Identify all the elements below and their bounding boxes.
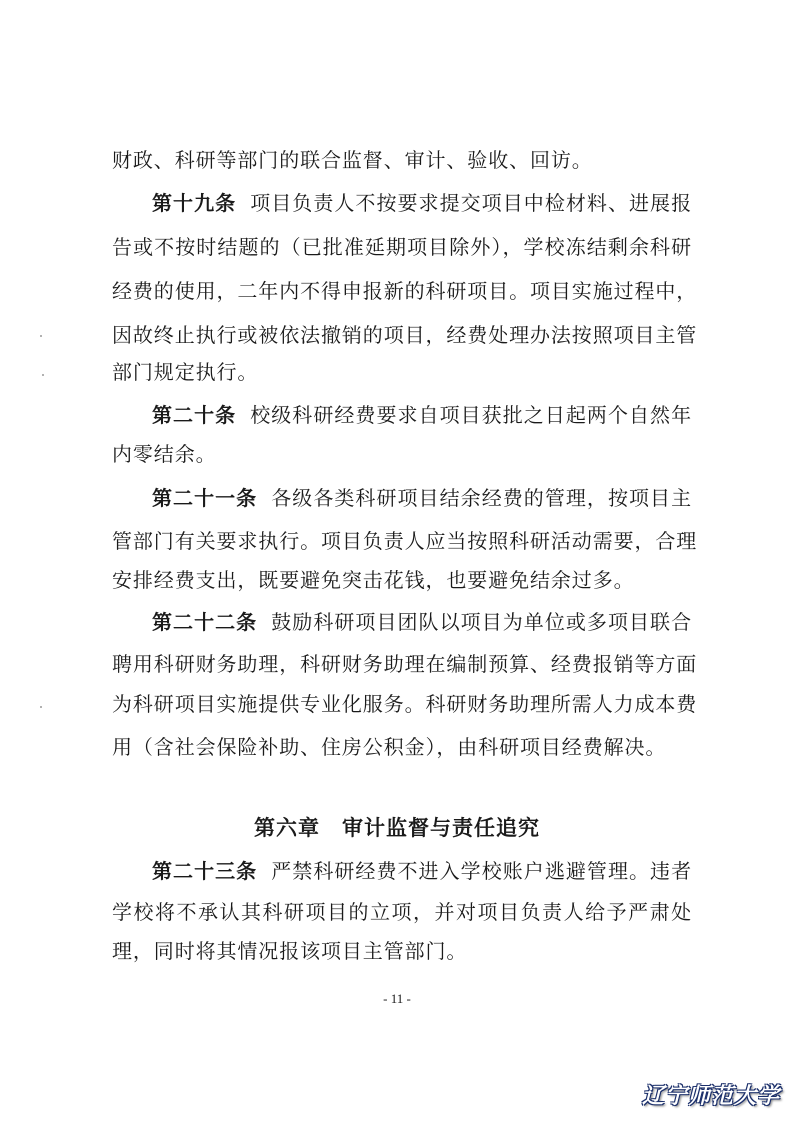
article-22-text: 鼓励科研项目团队以项目为单位或多项目联合 (271, 610, 693, 634)
article-19-label: 第十九条 (152, 191, 237, 215)
article-20-label: 第二十条 (152, 403, 237, 427)
scan-speck (42, 374, 44, 376)
paragraph-line: 告或不按时结题的（已批准延期项目除外），学校冻结剩余科研 (112, 235, 692, 259)
article-20-text: 校级科研经费要求自项目获批之日起两个自然年 (250, 403, 692, 427)
paragraph-line: 经费的使用，二年内不得申报新的科研项目。项目实施过程中， (112, 279, 698, 303)
paragraph-line: 用（含社会保险补助、住房公积金），由科研项目经费解决。 (112, 735, 667, 759)
chapter-number: 第六章 (254, 816, 320, 840)
article-21-first-line (152, 484, 692, 512)
article-22-label: 第二十二条 (152, 610, 258, 634)
paragraph-line: 因故终止执行或被依法撤销的项目，经费处理办法按照项目主管 (112, 323, 698, 347)
scan-speck (40, 706, 42, 708)
paragraph-line: 为科研项目实施提供专业化服务。科研财务助理所需人力成本费 (112, 692, 698, 716)
article-23-label: 第二十三条 (152, 859, 258, 883)
chapter-title: 审计监督与责任追究 (342, 816, 540, 840)
paragraph-line: 聘用科研财务助理，科研财务助理在编制预算、经费报销等方面 (112, 652, 698, 676)
article-19-first-line (152, 189, 692, 217)
scan-speck (40, 335, 42, 337)
article-20-first-line (152, 401, 692, 429)
paragraph-line: 理，同时将其情况报该项目主管部门。 (112, 939, 468, 963)
article-22-first-line (152, 608, 692, 636)
paragraph-line: 内零结余。 (112, 442, 217, 466)
paragraph-line: 学校将不承认其科研项目的立项，并对项目负责人给予严肃处 (112, 900, 692, 924)
article-21-label: 第二十一条 (152, 486, 258, 510)
article-23-text: 严禁科研经费不进入学校账户逃避管理。违者 (271, 859, 693, 883)
university-watermark: 辽宁师范大学 (641, 1084, 780, 1109)
paragraph-line: 安排经费支出，既要避免突击花钱，也要避免结余过多。 (112, 568, 635, 592)
article-23-first-line (152, 857, 692, 885)
article-19-text: 项目负责人不按要求提交项目中检材料、进展报 (250, 191, 692, 215)
paragraph-line: 管部门有关要求执行。项目负责人应当按照科研活动需要，合理 (112, 529, 698, 553)
paragraph-line: 部门规定执行。 (112, 360, 259, 384)
chapter-heading (0, 814, 794, 842)
page-number: - 11 - (383, 991, 411, 1006)
article-21-text: 各级各类科研项目结余经费的管理，按项目主 (271, 486, 693, 510)
paragraph-line: 财政、科研等部门的联合监督、审计、验收、回访。 (112, 148, 593, 172)
